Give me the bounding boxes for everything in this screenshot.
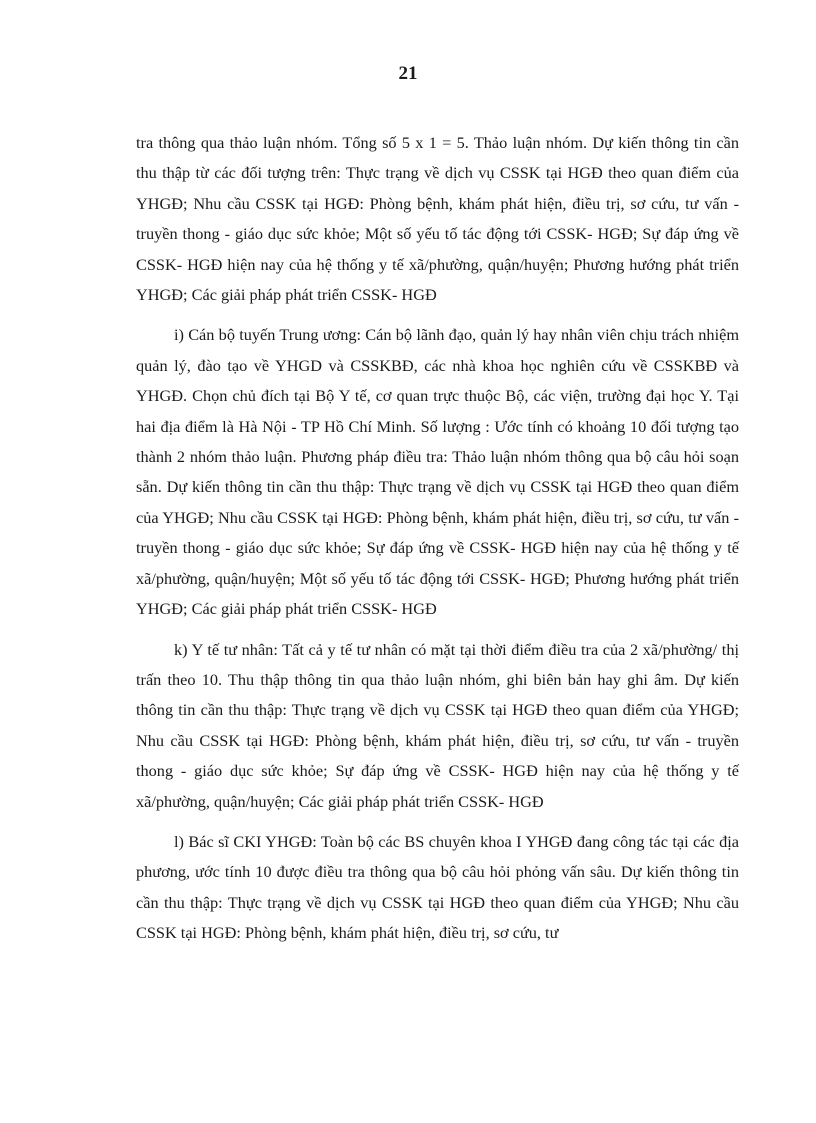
- paragraph-continuation: tra thông qua thảo luận nhóm. Tổng số 5 x 1 = 5. Thảo luận nhóm. Dự kiến thông tin cần thu thập từ các đối tượng trên: Thực trạng về dịch vụ CSSK tại HGĐ theo quan điểm của YHGĐ; Nhu cầu CSSK tại HGĐ: Phòng bệnh, khám phát hiện, điều trị, sơ cứu, tư vấn - truyền thong - giáo dục sức khỏe; Một số yếu tố tác động tới CSSK- HGĐ; Sự đáp ứng về CSSK- HGĐ hiện nay của hệ thống y tế xã/phường, quận/huyện; Phương hướng phát triển YHGĐ; Các giải pháp phát triển CSSK- HGĐ: [136, 133, 739, 305]
- paragraph-cki-doctors: l) Bác sĩ CKI YHGĐ: Toàn bộ các BS chuyên khoa I YHGĐ đang công tác tại các địa phương, ước tính 10 được điều tra thông qua bộ câu hỏi phỏng vấn sâu. Dự kiến thông tin cần thu thập: Thực trạng về dịch vụ CSSK tại HGĐ theo quan điểm của YHGĐ; Nhu cầu CSSK tại HGĐ: Phòng bệnh, khám phát hiện, điều trị, sơ cứu, tư: [136, 831, 739, 943]
- page-number: 21: [398, 63, 418, 84]
- body-text: [136, 128, 739, 959]
- paragraph-private-health: k) Y tế tư nhân: Tất cả y tế tư nhân có mặt tại thời điểm điều tra của 2 xã/phường/ thị trấn theo 10. Thu thập thông tin qua thảo luận nhóm, ghi biên bản hay ghi âm. Dự kiến thông tin cần thu thập: Thực trạng về dịch vụ CSSK tại HGĐ theo quan điểm của YHGĐ; Nhu cầu CSSK tại HGĐ: Phòng bệnh, khám phát hiện, điều trị, sơ cứu, tư vấn - truyền thong - giáo dục sức khỏe; Sự đáp ứng về CSSK- HGĐ hiện nay của hệ thống y tế xã/phường, quận/huyện; Các giải pháp phát triển CSSK- HGĐ: [136, 639, 739, 811]
- paragraph-central-staff: i) Cán bộ tuyến Trung ương: Cán bộ lãnh đạo, quản lý hay nhân viên chịu trách nhiệm quản lý, đào tạo về YHGD và CSSKBĐ, các nhà khoa học nghiên cứu về CSSKBĐ và YHGĐ. Chọn chủ đích tại Bộ Y tế, cơ quan trực thuộc Bộ, các viện, trường đại học Y. Tại hai địa điểm là Hà Nội - TP Hồ Chí Minh. Số lượng : Ước tính có khoảng 10 đối tượng tạo thành 2 nhóm thảo luận. Phương pháp điều tra: Thảo luận nhóm thông qua bộ câu hỏi soạn sẵn. Dự kiến thông tin cần thu thập: Thực trạng về dịch vụ CSSK tại HGĐ theo quan điểm của YHGĐ; Nhu cầu CSSK tại HGĐ: Phòng bệnh, khám phát hiện, điều trị, sơ cứu, tư vấn - truyền thong - giáo dục sức khỏe; Sự đáp ứng về CSSK- HGĐ hiện nay của hệ thống y tế xã/phường, quận/huyện; Một số yếu tố tác động tới CSSK- HGĐ; Phương hướng phát triển YHGĐ; Các giải pháp phát triển CSSK- HGĐ: [136, 325, 739, 619]
